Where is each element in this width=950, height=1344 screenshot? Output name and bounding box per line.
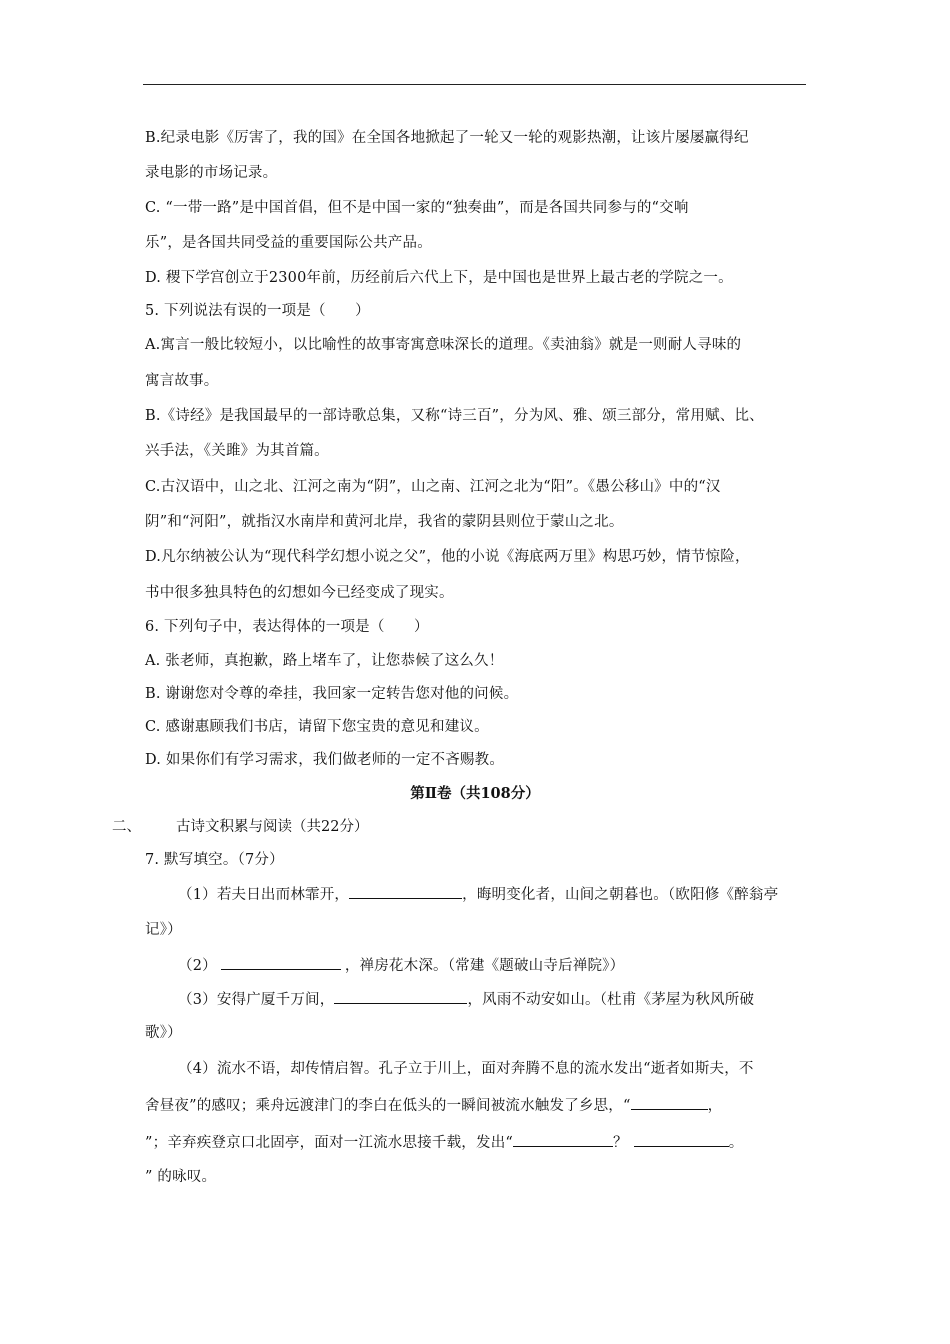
option-5d-line1: D.凡尔纳被公认为“现代科学幻想小说之父”，他的小说《海底两万里》构思巧妙，情节惊险， <box>145 549 750 565</box>
option-5a-line2: 寓言故事。 <box>145 373 219 389</box>
fill-4-line3: ”；辛弃疾登京口北固亭，面对一江流水思接千载，发出“ ？ 。 <box>145 1132 743 1153</box>
header-rule <box>143 84 806 85</box>
question-5: 5. 下列说法有误的一项是（ ） <box>145 303 370 319</box>
option-4d: D. 稷下学宫创立于2300年前，历经前后六代上下，是中国也是世界上最古老的学院之一。 <box>145 270 733 286</box>
answer-blank-1[interactable] <box>349 884 462 899</box>
section-title: 古诗文积累与阅读（共22分） <box>176 819 369 835</box>
fill-3-line2: 歌》） <box>145 1025 182 1041</box>
option-4c-line2: 乐”，是各国共同受益的重要国际公共产品。 <box>145 235 432 251</box>
option-5b-line2: 兴手法，《关雎》为其首篇。 <box>145 443 329 459</box>
option-5a-line1: A.寓言一般比较短小，以比喻性的故事寄寓意味深长的道理。《卖油翁》就是一则耐人寻味的 <box>145 337 742 353</box>
option-5c-line2: 阴”和“河阳”，就指汉水南岸和黄河北岸，我省的蒙阴县则位于蒙山之北。 <box>145 514 624 530</box>
option-6b: B. 谢谢您对令尊的牵挂，我回家一定转告您对他的问候。 <box>145 686 519 702</box>
fill-4-line1: （4）流水不语，却传情启智。孔子立于川上，面对奔腾不息的流水发出“逝者如斯夫，不 <box>178 1061 754 1077</box>
fill-1-line1: （1）若夫日出而林霏开， ，晦明变化者，山间之朝暮也。（欧阳修《醉翁亭 <box>178 884 778 905</box>
fill-2: （2） ，禅房花木深。（常建《题破山寺后禅院》） <box>178 955 624 976</box>
question-6: 6. 下列句子中，表达得体的一项是（ ） <box>145 619 429 635</box>
fill-4-line4: ” 的咏叹。 <box>145 1169 217 1185</box>
answer-blank-2[interactable] <box>221 955 341 970</box>
option-6a: A. 张老师，真抱歉，路上堵车了，让您恭候了这么久！ <box>145 653 504 669</box>
option-5b-line1: B.《诗经》是我国最早的一部诗歌总集，又称“诗三百”，分为风、雅、颂三部分，常用赋、比、 <box>145 408 764 424</box>
option-5d-line2: 书中很多独具特色的幻想如今已经变成了现实。 <box>145 585 454 601</box>
answer-blank-4[interactable] <box>631 1095 708 1110</box>
part-2-title: 第Ⅱ卷（共108分） <box>410 785 540 802</box>
option-5c-line1: C.古汉语中，山之北、江河之南为“阴”，山之南、江河之北为“阳”。《愚公移山》中的“汉 <box>145 479 721 495</box>
option-6d: D. 如果你们有学习需求，我们做老师的一定不吝赐教。 <box>145 752 505 768</box>
option-4b-line1: B.纪录电影《厉害了，我的国》在全国各地掀起了一轮又一轮的观影热潮，让该片屡屡赢得纪 <box>145 130 749 146</box>
fill-4-line2: 舍昼夜”的感叹；乘舟远渡津门的李白在低头的一瞬间被流水触发了乡思，“ ， <box>145 1095 722 1116</box>
option-6c: C. 感谢惠顾我们书店，请留下您宝贵的意见和建议。 <box>145 719 489 735</box>
answer-blank-5[interactable] <box>513 1132 613 1147</box>
fill-1-line2: 记》） <box>145 922 182 938</box>
fill-3-line1: （3）安得广厦千万间， ，风雨不动安如山。（杜甫《茅屋为秋风所破 <box>178 989 754 1010</box>
answer-blank-3[interactable] <box>334 989 467 1004</box>
section-number: 二、 <box>112 819 141 835</box>
question-7: 7. 默写填空。（7分） <box>145 852 284 868</box>
option-4b-line2: 录电影的市场记录。 <box>145 165 278 181</box>
option-4c-line1: C. “一带一路”是中国首倡，但不是中国一家的“独奏曲”，而是各国共同参与的“交响 <box>145 200 689 216</box>
answer-blank-6[interactable] <box>634 1132 729 1147</box>
